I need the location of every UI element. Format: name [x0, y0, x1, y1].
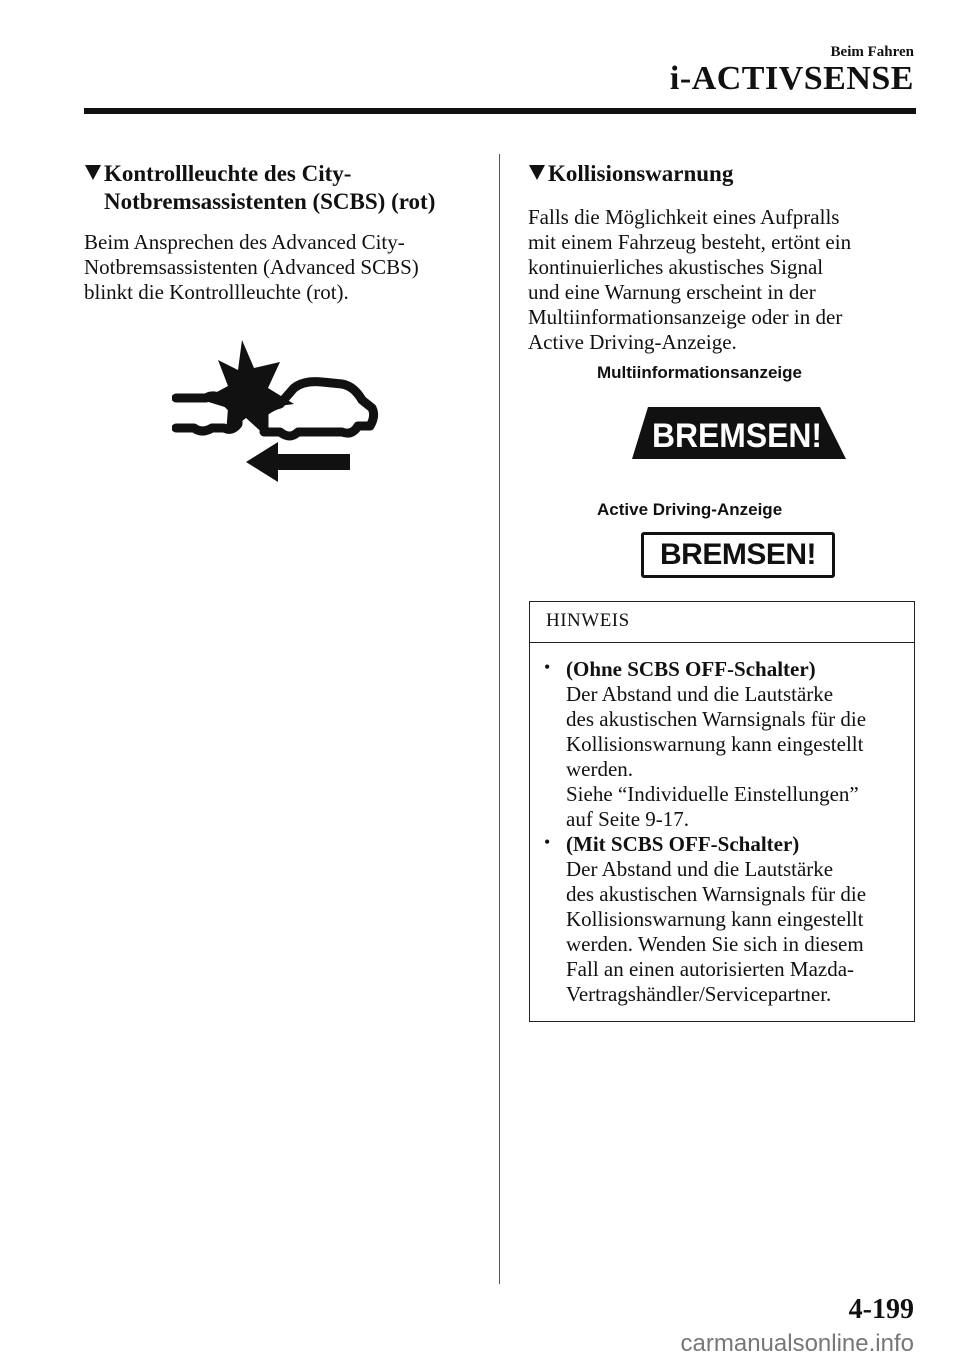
active-driving-brake-warning: BREMSEN!: [641, 532, 835, 578]
bullet-icon: •: [544, 832, 551, 852]
bullet-icon: •: [544, 657, 551, 677]
chapter-label: Beim Fahren: [830, 44, 914, 60]
header-rule: [84, 108, 916, 114]
note-item-title: (Ohne SCBS OFF-Schalter): [566, 657, 816, 681]
caption-active-driving: Active Driving-Anzeige: [597, 500, 783, 519]
triangle-down-icon: [528, 160, 548, 188]
note-item: [544, 657, 904, 832]
left-heading-line2: Notbremsassistenten (SCBS) (rot): [104, 189, 436, 214]
note-title: HINWEIS: [546, 610, 630, 631]
triangle-down-icon: [84, 160, 104, 188]
right-body-text: Falls die Möglichkeit eines Aufpralls mit einem Fahrzeug besteht, ertönt ein kontinuierliches akustisches Signal und eine Warnung erscheint in der Multiinformationsanzeige oder in der Active Driving-Anzeige.: [528, 205, 852, 354]
caption-multiinformation: Multiinformationsanzeige: [597, 363, 802, 382]
multiinfo-brake-warning-text: BREMSEN!: [652, 417, 822, 455]
scbs-warning-light-icon: [172, 338, 382, 488]
right-heading: [528, 160, 918, 188]
section-title: i-ACTIVSENSE: [669, 60, 914, 97]
left-heading: [84, 160, 484, 216]
column-divider: [499, 154, 500, 1284]
page-number: 4-199: [848, 1294, 914, 1325]
note-title-rule: [529, 642, 915, 643]
note-item-text: Der Abstand und die Lautstärke des akustischen Warnsignals für die Kollisionswarnung kann eingestellt werden. Wenden Sie sich in diesem Fall an einen autorisierten Mazda- Vertragshändler/Servicepartner.: [566, 857, 867, 1006]
right-heading-text: Kollisionswarnung: [548, 161, 734, 186]
left-body-text: Beim Ansprechen des Advanced City- Notbremsassistenten (Advanced SCBS) blinkt die Kontrollleuchte (rot).: [84, 230, 419, 304]
note-item-text: Der Abstand und die Lautstärke des akustischen Warnsignals für die Kollisionswarnung kann eingestellt werden. Siehe “Individuelle Einstellungen” auf Seite 9-17.: [566, 682, 867, 831]
multiinfo-brake-warning: [632, 407, 846, 459]
note-item: [544, 832, 904, 1007]
watermark: carmanualsonline.info: [680, 1330, 914, 1357]
note-item-title: (Mit SCBS OFF-Schalter): [566, 832, 800, 856]
left-heading-line1: Kontrollleuchte des City-: [104, 161, 352, 186]
